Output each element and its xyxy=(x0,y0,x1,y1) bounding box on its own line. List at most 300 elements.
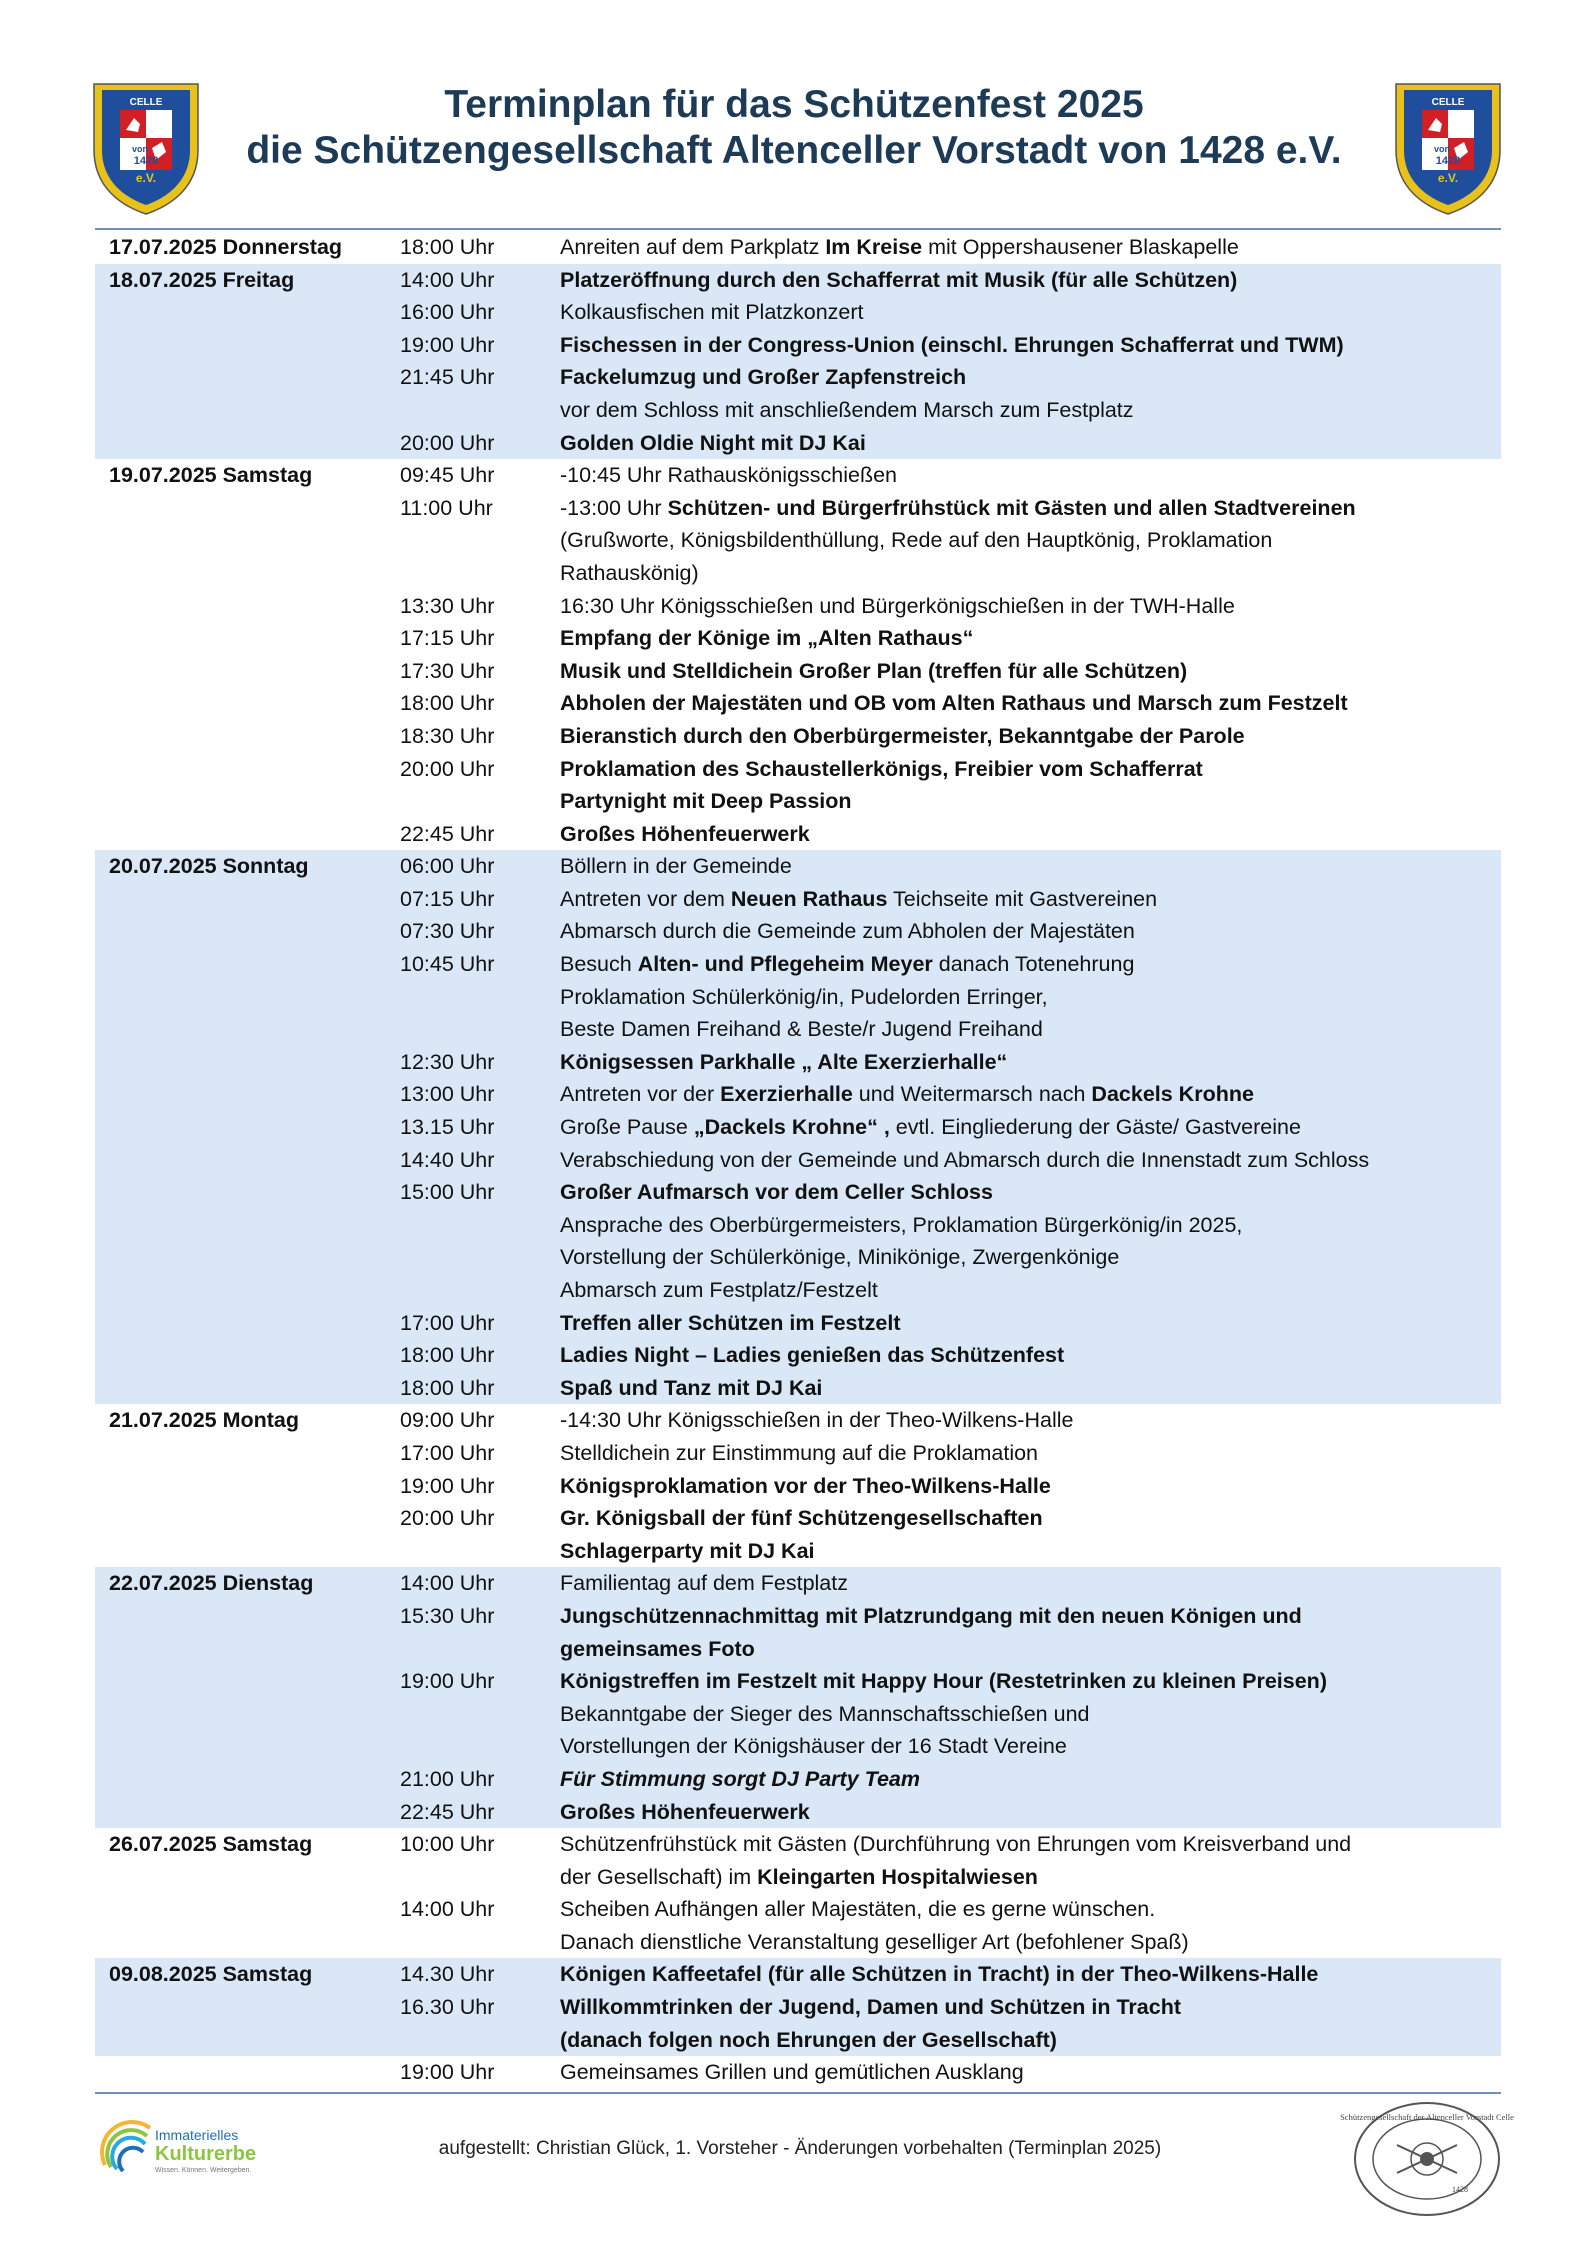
event-time: 17:30 Uhr xyxy=(400,658,495,683)
day-date: 18.07.2025 Freitag xyxy=(109,267,295,292)
day-date xyxy=(95,720,400,753)
event-time: 09:45 Uhr xyxy=(400,463,495,488)
event-text-segment: -14:30 Uhr Königsschießen in der Theo-Wilkens-Halle xyxy=(560,1408,1074,1433)
day-date xyxy=(95,1665,400,1698)
day-date xyxy=(95,883,400,916)
schedule-row xyxy=(95,557,1501,590)
event-description xyxy=(560,590,1501,623)
event-time: 17:15 Uhr xyxy=(400,626,495,651)
schedule-row xyxy=(95,622,1501,655)
event-description xyxy=(560,1763,1501,1796)
day-block xyxy=(95,459,1501,850)
day-date xyxy=(95,915,400,948)
event-text-segment: Antreten vor der xyxy=(560,1082,721,1107)
event-description xyxy=(560,1926,1501,1959)
event-text-segment: Böllern in der Gemeinde xyxy=(560,854,792,879)
event-text-segment: Fischessen in der Congress-Union (einschl. Ehrungen Schafferrat und TWM) xyxy=(560,332,1344,357)
event-time xyxy=(400,1633,560,1666)
schedule-row xyxy=(95,850,1501,883)
day-date xyxy=(95,1470,400,1503)
day-date: 22.07.2025 Dienstag xyxy=(109,1571,314,1596)
schedule-row xyxy=(95,655,1501,688)
day-date xyxy=(95,1013,400,1046)
event-text-segment: Partynight mit Deep Passion xyxy=(560,789,852,814)
event-text-segment: der Gesellschaft) im xyxy=(560,1864,758,1889)
event-text-segment: Antreten vor dem xyxy=(560,886,731,911)
schedule-row xyxy=(95,1144,1501,1177)
event-text-segment: Dackels Krohne xyxy=(1091,1082,1254,1107)
schedule-row xyxy=(95,1730,1501,1763)
event-time: 07:30 Uhr xyxy=(400,919,495,944)
event-text-segment: Kleingarten Hospitalwiesen xyxy=(757,1864,1038,1889)
kulturerbe-logo xyxy=(95,2110,305,2185)
event-description xyxy=(560,296,1501,329)
schedule-row xyxy=(95,361,1501,394)
event-description xyxy=(560,1046,1501,1079)
schedule-row xyxy=(95,524,1501,557)
event-description xyxy=(560,753,1501,786)
event-time: 20:00 Uhr xyxy=(400,1506,495,1531)
day-date xyxy=(95,1926,400,1959)
event-text-segment: Königstreffen im Festzelt mit Happy Hour (Restetrinken zu kleinen Preisen) xyxy=(560,1669,1327,1694)
event-text-segment: Ansprache des Oberbürgermeisters, Proklamation Bürgerkönig/in 2025, xyxy=(560,1212,1243,1237)
svg-text:von: von xyxy=(131,144,149,154)
event-time: 11:00 Uhr xyxy=(400,495,493,520)
day-date xyxy=(95,1339,400,1372)
page-title xyxy=(200,82,1388,174)
event-text-segment: Proklamation Schülerkönig/in, Pudelorden Erringer, xyxy=(560,984,1048,1009)
event-time: 16.30 Uhr xyxy=(400,1995,495,2020)
event-text-segment: Proklamation des Schaustellerkönigs, Freibier vom Schafferrat xyxy=(560,756,1203,781)
schedule-row xyxy=(95,1404,1501,1437)
event-text-segment: Abmarsch zum Festplatz/Festzelt xyxy=(560,1278,878,1302)
event-text-segment: Beste Damen Freihand & Beste/r Jugend Freihand xyxy=(560,1017,1043,1042)
day-date xyxy=(95,1730,400,1763)
event-text-segment: Jungschützennachmittag mit Platzrundgang mit den neuen Königen und xyxy=(560,1603,1302,1628)
event-text-segment: Fackelumzug und Großer Zapfenstreich xyxy=(560,365,967,390)
day-date xyxy=(95,1796,400,1829)
schedule-row xyxy=(95,1274,1501,1307)
event-description xyxy=(560,492,1501,525)
event-text-segment: Schützen- und Bürgerfrühstück mit Gästen und allen Stadtvereinen xyxy=(667,495,1356,520)
day-date xyxy=(95,1372,400,1405)
day-date xyxy=(95,394,400,427)
day-date xyxy=(95,1633,400,1666)
event-description xyxy=(560,1633,1501,1666)
schedule-row xyxy=(95,2024,1501,2057)
event-text-segment: Willkommtrinken der Jugend, Damen und Schützen in Tracht xyxy=(560,1995,1182,2020)
schedule-row xyxy=(95,459,1501,492)
schedule-row xyxy=(95,492,1501,525)
event-description xyxy=(560,915,1501,948)
event-time: 20:00 Uhr xyxy=(400,430,495,455)
event-time: 19:00 Uhr xyxy=(400,1473,495,1498)
day-date xyxy=(95,361,400,394)
day-block xyxy=(95,231,1501,264)
event-time: 17:00 Uhr xyxy=(400,1440,495,1465)
club-crest-left xyxy=(90,80,202,216)
day-date: 09.08.2025 Samstag xyxy=(109,1962,313,1987)
day-date: 21.07.2025 Montag xyxy=(109,1408,300,1433)
event-description xyxy=(560,557,1501,590)
event-text-segment: Bekanntgabe der Sieger des Mannschaftsschießen und xyxy=(560,1701,1090,1726)
day-date xyxy=(95,1535,400,1568)
day-date xyxy=(95,948,400,981)
event-text-segment: evtl. Eingliederung der Gäste/ Gastvereine xyxy=(889,1115,1301,1140)
day-date xyxy=(95,1241,400,1274)
day-date xyxy=(95,1502,400,1535)
event-description xyxy=(560,981,1501,1014)
schedule-row xyxy=(95,1078,1501,1111)
event-description xyxy=(560,883,1501,916)
event-text-segment: Königsproklamation vor der Theo-Wilkens-Halle xyxy=(560,1473,1051,1498)
event-text-segment: Kolkausfischen mit Platzkonzert xyxy=(560,300,864,325)
event-text-segment: Musik und Stelldichein Großer Plan (treffen für alle Schützen) xyxy=(560,658,1188,683)
schedule-row xyxy=(95,1209,1501,1242)
event-text-segment: Empfang der Könige im „Alten Rathaus“ xyxy=(560,626,974,651)
event-description xyxy=(560,2056,1501,2089)
day-date xyxy=(95,1861,400,1894)
event-description xyxy=(560,1339,1501,1372)
event-description xyxy=(560,1144,1501,1177)
svg-text:CELLE: CELLE xyxy=(129,97,163,108)
event-time xyxy=(400,1241,560,1274)
event-time xyxy=(400,394,560,427)
schedule-row xyxy=(95,1307,1501,1340)
event-description xyxy=(560,1828,1501,1861)
event-time xyxy=(400,2024,560,2057)
title-line-2: die Schützengesellschaft Altenceller Vorstadt von 1428 e.V. xyxy=(246,129,1342,172)
event-text-segment: -13:00 Uhr xyxy=(560,495,668,520)
schedule-row xyxy=(95,1176,1501,1209)
event-text-segment: Königsessen Parkhalle „ Alte Exerzierhalle“ xyxy=(560,1049,1008,1074)
event-description xyxy=(560,818,1501,851)
event-description xyxy=(560,785,1501,818)
event-description xyxy=(560,1698,1501,1731)
event-time: 10:45 Uhr xyxy=(400,952,495,977)
event-description xyxy=(560,231,1501,264)
day-date xyxy=(95,1698,400,1731)
event-time: 14:00 Uhr xyxy=(400,1897,495,1922)
event-description xyxy=(560,1796,1501,1829)
event-time: 21:45 Uhr xyxy=(400,365,495,390)
event-time: 18:00 Uhr xyxy=(400,235,495,259)
event-text-segment: Ladies Night – Ladies genießen das Schützenfest xyxy=(560,1343,1065,1368)
schedule-row xyxy=(95,296,1501,329)
event-time: 19:00 Uhr xyxy=(400,1669,495,1694)
event-text-segment: Scheiben Aufhängen aller Majestäten, die es gerne wünschen. xyxy=(560,1897,1156,1922)
event-time xyxy=(400,1013,560,1046)
day-date xyxy=(95,427,400,460)
schedule-row xyxy=(95,1828,1501,1861)
event-text-segment: Großes Höhenfeuerwerk xyxy=(560,1799,810,1824)
event-description xyxy=(560,1470,1501,1503)
event-description xyxy=(560,1535,1501,1568)
event-time: 21:00 Uhr xyxy=(400,1766,495,1791)
day-block xyxy=(95,1828,1501,1958)
event-time: 15:00 Uhr xyxy=(400,1180,495,1205)
event-description xyxy=(560,1307,1501,1340)
event-time: 18:00 Uhr xyxy=(400,691,495,716)
event-text-segment: 16:30 Uhr Königsschießen und Bürgerkönigschießen in der TWH-Halle xyxy=(560,593,1235,618)
event-text-segment: Abmarsch durch die Gemeinde zum Abholen der Majestäten xyxy=(560,919,1135,944)
event-text-segment: und Weitermarsch nach xyxy=(852,1082,1092,1107)
event-time: 22:45 Uhr xyxy=(400,1799,495,1824)
event-time xyxy=(400,1730,560,1763)
event-time: 19:00 Uhr xyxy=(400,332,495,357)
schedule-row xyxy=(95,1567,1501,1600)
day-date xyxy=(95,1307,400,1340)
day-date xyxy=(95,622,400,655)
event-time xyxy=(400,524,560,557)
event-time: 14:00 Uhr xyxy=(400,267,495,292)
schedule-row xyxy=(95,231,1501,264)
svg-text:1428: 1428 xyxy=(1452,2185,1468,2194)
event-description xyxy=(560,1567,1501,1600)
day-date xyxy=(95,329,400,362)
day-date xyxy=(95,2024,400,2057)
day-date xyxy=(95,753,400,786)
event-description xyxy=(560,850,1501,883)
event-description xyxy=(560,1958,1501,1991)
event-description xyxy=(560,1861,1501,1894)
day-block xyxy=(95,1404,1501,1567)
event-description xyxy=(560,1209,1501,1242)
event-text-segment: mit Oppershausener Blaskapelle xyxy=(922,235,1239,259)
schedule-row xyxy=(95,394,1501,427)
day-date xyxy=(95,687,400,720)
event-description xyxy=(560,1078,1501,1111)
event-time: 13:00 Uhr xyxy=(400,1082,495,1107)
schedule-row xyxy=(95,1763,1501,1796)
event-description xyxy=(560,264,1501,297)
event-text-segment: Alten- und Pflegeheim Meyer xyxy=(637,952,933,977)
event-description xyxy=(560,720,1501,753)
schedule-row xyxy=(95,753,1501,786)
event-time xyxy=(400,1861,560,1894)
event-description xyxy=(560,1372,1501,1405)
day-date xyxy=(95,1176,400,1209)
schedule-row xyxy=(95,1470,1501,1503)
day-date xyxy=(95,1078,400,1111)
event-text-segment: Gemeinsames Grillen und gemütlichen Ausklang xyxy=(560,2060,1024,2085)
event-time: 14:00 Uhr xyxy=(400,1571,495,1596)
day-date xyxy=(95,590,400,623)
event-text-segment: Familientag auf dem Festplatz xyxy=(560,1571,848,1596)
day-date xyxy=(95,1144,400,1177)
event-text-segment: Platzeröffnung durch den Schafferrat mit Musik (für alle Schützen) xyxy=(560,267,1238,292)
day-date xyxy=(95,492,400,525)
event-time: 13.15 Uhr xyxy=(400,1115,495,1140)
event-text-segment: danach Totenehrung xyxy=(932,952,1135,977)
svg-text:e.V.: e.V. xyxy=(135,171,157,185)
event-text-segment: Besuch xyxy=(560,952,638,977)
event-description xyxy=(560,622,1501,655)
event-description xyxy=(560,459,1501,492)
schedule-row xyxy=(95,1372,1501,1405)
event-time: 14.30 Uhr xyxy=(400,1962,495,1987)
day-block xyxy=(95,1567,1501,1828)
bottom-divider xyxy=(95,2092,1501,2094)
event-text-segment: Für Stimmung sorgt DJ Party Team xyxy=(560,1766,920,1791)
event-time: 22:45 Uhr xyxy=(400,821,495,846)
schedule-row xyxy=(95,264,1501,297)
event-description xyxy=(560,361,1501,394)
day-block xyxy=(95,850,1501,1404)
event-description xyxy=(560,1274,1501,1307)
event-description xyxy=(560,1502,1501,1535)
schedule-row xyxy=(95,1241,1501,1274)
day-date xyxy=(95,1437,400,1470)
event-text-segment: „Dackels Krohne“ , xyxy=(693,1115,890,1140)
footer-note: aufgestellt: Christian Glück, 1. Vorsteher - Änderungen vorbehalten (Terminplan 2025) xyxy=(438,2138,1162,2159)
event-description xyxy=(560,1404,1501,1437)
day-block xyxy=(95,1958,1501,2088)
schedule-row xyxy=(95,1926,1501,1959)
event-description xyxy=(560,1730,1501,1763)
event-text-segment: Königen Kaffeetafel (für alle Schützen in Tracht) in der Theo-Wilkens-Halle xyxy=(560,1962,1319,1987)
event-text-segment: Große Pause xyxy=(560,1115,694,1140)
event-time: 15:30 Uhr xyxy=(400,1603,495,1628)
event-description xyxy=(560,1176,1501,1209)
svg-text:1428: 1428 xyxy=(133,155,159,167)
event-text-segment: Schlagerparty mit DJ Kai xyxy=(560,1538,815,1563)
event-time: 16:00 Uhr xyxy=(400,300,495,325)
schedule-row xyxy=(95,2056,1501,2089)
schedule-row xyxy=(95,948,1501,981)
event-text-segment: Treffen aller Schützen im Festzelt xyxy=(560,1310,901,1335)
day-date: 26.07.2025 Samstag xyxy=(109,1832,313,1857)
club-stamp xyxy=(1340,2100,1514,2218)
title-line-1: Terminplan für das Schützenfest 2025 xyxy=(444,83,1144,126)
day-date xyxy=(95,1991,400,2024)
schedule-row xyxy=(95,1796,1501,1829)
event-time: 19:00 Uhr xyxy=(400,2060,495,2085)
event-description xyxy=(560,427,1501,460)
schedule-row xyxy=(95,720,1501,753)
event-text-segment: Großer Aufmarsch vor dem Celler Schloss xyxy=(560,1180,993,1205)
club-crest-right xyxy=(1392,80,1504,216)
svg-text:Schützengesellschaft der Alten: Schützengesellschaft der Altenceller Vorstadt Celle xyxy=(1340,2112,1514,2122)
event-description xyxy=(560,329,1501,362)
schedule-row xyxy=(95,590,1501,623)
schedule-row xyxy=(95,1013,1501,1046)
day-date xyxy=(95,296,400,329)
event-text-segment: Großes Höhenfeuerwerk xyxy=(560,821,810,846)
event-text-segment: gemeinsames Foto xyxy=(560,1636,755,1661)
schedule-row xyxy=(95,1600,1501,1633)
schedule-row xyxy=(95,1339,1501,1372)
event-time: 13:30 Uhr xyxy=(400,593,495,618)
event-time xyxy=(400,557,560,590)
schedule-row xyxy=(95,1046,1501,1079)
event-text-segment: Exerzierhalle xyxy=(720,1082,853,1107)
svg-text:von: von xyxy=(1433,144,1451,154)
schedule-row xyxy=(95,1437,1501,1470)
schedule-row xyxy=(95,1633,1501,1666)
event-time: 12:30 Uhr xyxy=(400,1049,495,1074)
day-date: 20.07.2025 Sonntag xyxy=(109,854,309,879)
event-text-segment: Vorstellungen der Königshäuser der 16 Stadt Vereine xyxy=(560,1734,1067,1759)
event-time xyxy=(400,1209,560,1242)
event-description xyxy=(560,655,1501,688)
day-date: 17.07.2025 Donnerstag xyxy=(109,235,343,259)
event-text-segment: Stelldichein zur Einstimmung auf die Proklamation xyxy=(560,1440,1039,1465)
day-date: 19.07.2025 Samstag xyxy=(109,463,313,488)
schedule-row xyxy=(95,981,1501,1014)
event-time: 10:00 Uhr xyxy=(400,1832,495,1857)
event-text-segment: -10:45 Uhr Rathauskönigsschießen xyxy=(560,463,898,488)
event-text-segment: Schützenfrühstück mit Gästen (Durchführung von Ehrungen vom Kreisverband und xyxy=(560,1832,1352,1857)
event-description xyxy=(560,948,1501,981)
event-description xyxy=(560,1991,1501,2024)
event-description xyxy=(560,524,1501,557)
event-time xyxy=(400,1535,560,1568)
day-date xyxy=(95,1111,400,1144)
event-text-segment: vor dem Schloss mit anschließendem Marsch zum Festplatz xyxy=(560,397,1134,422)
event-text-segment: Vorstellung der Schülerkönige, Minikönige, Zwergenkönige xyxy=(560,1245,1120,1270)
event-text-segment: Verabschiedung von der Gemeinde und Abmarsch durch die Innenstadt zum Schloss xyxy=(560,1147,1370,1172)
event-time: 18:00 Uhr xyxy=(400,1343,495,1368)
event-time xyxy=(400,981,560,1014)
schedule-row xyxy=(95,1502,1501,1535)
event-text-segment: Spaß und Tanz mit DJ Kai xyxy=(560,1375,823,1400)
day-date xyxy=(95,1046,400,1079)
day-date xyxy=(95,818,400,851)
event-description xyxy=(560,1600,1501,1633)
event-time: 20:00 Uhr xyxy=(400,756,495,781)
event-description xyxy=(560,1241,1501,1274)
schedule-row xyxy=(95,1665,1501,1698)
event-text-segment: Bieranstich durch den Oberbürgermeister, Bekanntgabe der Parole xyxy=(560,723,1245,748)
event-time xyxy=(400,1926,560,1959)
schedule-row xyxy=(95,329,1501,362)
event-description xyxy=(560,1013,1501,1046)
day-date xyxy=(95,1893,400,1926)
svg-text:Kulturerbe: Kulturerbe xyxy=(155,2143,257,2165)
schedule-row xyxy=(95,1958,1501,1991)
event-time: 09:00 Uhr xyxy=(400,1408,495,1433)
event-description xyxy=(560,2024,1501,2057)
day-date xyxy=(95,524,400,557)
event-time xyxy=(400,785,560,818)
event-text-segment: Neuen Rathaus xyxy=(730,886,888,911)
event-text-segment: Abholen der Majestäten und OB vom Alten Rathaus und Marsch zum Festzelt xyxy=(560,691,1348,716)
event-text-segment: (Grußworte, Königsbildenthüllung, Rede auf den Hauptkönig, Proklamation xyxy=(560,528,1273,553)
event-time: 18:30 Uhr xyxy=(400,723,495,748)
event-description xyxy=(560,1111,1501,1144)
event-description xyxy=(560,394,1501,427)
event-time: 07:15 Uhr xyxy=(400,886,495,911)
day-date xyxy=(95,785,400,818)
schedule-row xyxy=(95,883,1501,916)
day-date xyxy=(95,1274,400,1307)
day-date xyxy=(95,1209,400,1242)
event-text-segment: Rathauskönig) xyxy=(560,560,699,585)
schedule-table xyxy=(95,231,1501,2089)
event-time xyxy=(400,1698,560,1731)
schedule-row xyxy=(95,915,1501,948)
schedule-row xyxy=(95,1535,1501,1568)
svg-text:CELLE: CELLE xyxy=(1431,97,1465,108)
svg-text:Immaterielles: Immaterielles xyxy=(155,2127,239,2143)
event-description xyxy=(560,1665,1501,1698)
event-text-segment: Gr. Königsball der fünf Schützengesellschaften xyxy=(560,1506,1043,1531)
day-date xyxy=(95,1600,400,1633)
event-time: 18:00 Uhr xyxy=(400,1375,495,1400)
schedule-row xyxy=(95,1893,1501,1926)
event-time: 06:00 Uhr xyxy=(400,854,495,879)
